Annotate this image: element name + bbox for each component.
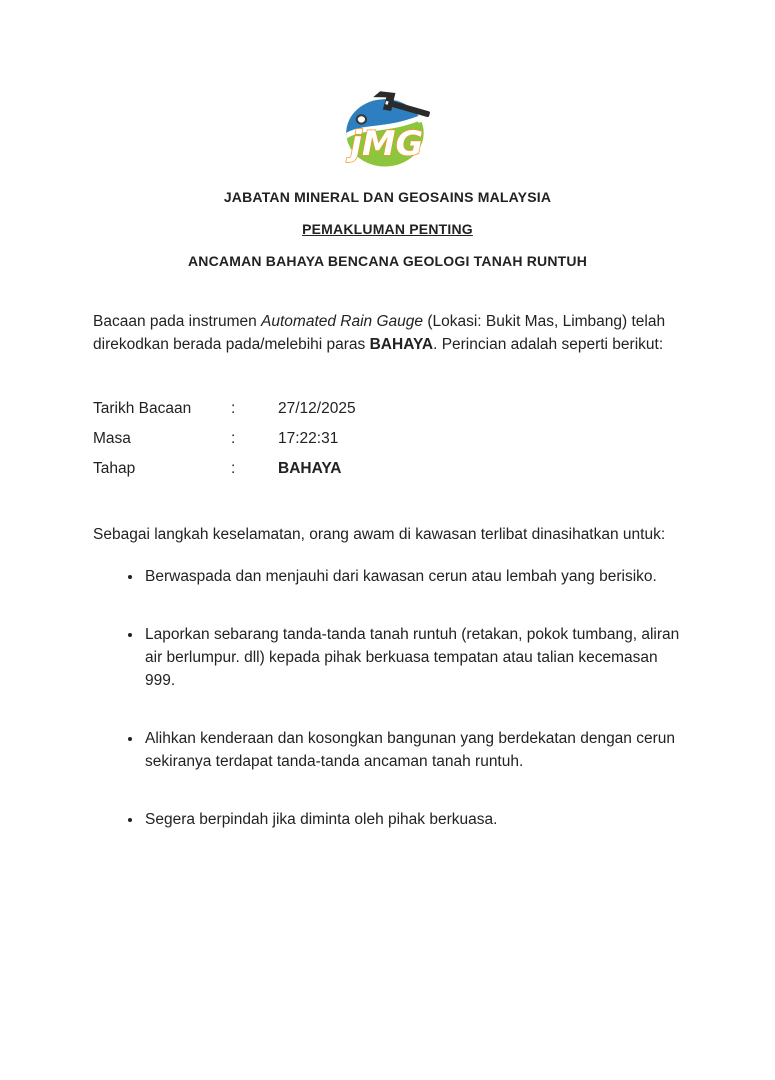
reading-details xyxy=(93,401,682,477)
detail-value-time: 17:22:31 xyxy=(278,430,339,447)
detail-row-time xyxy=(93,431,682,447)
detail-row-date xyxy=(93,401,682,417)
intro-text-3: . Perincian adalah seperti berikut: xyxy=(433,336,664,353)
org-title: JABATAN MINERAL DAN GEOSAINS MALAYSIA xyxy=(223,189,552,205)
intro-text-1: Bacaan pada instrumen xyxy=(93,313,262,330)
detail-value-date: 27/12/2025 xyxy=(278,400,356,417)
intro-paragraph xyxy=(93,310,682,356)
advice-item: • Laporkan sebarang tanda-tanda tanah runtuh (retakan, pokok tumbang, aliran air berlumpur. dll) kepada pihak berkuasa tempatan atau talian kecemasan 999. xyxy=(143,623,682,692)
advice-item: • Segera berpindah jika diminta oleh pihak berkuasa. xyxy=(143,808,682,831)
detail-label: Masa xyxy=(93,430,131,447)
logo-letters: jMG xyxy=(350,123,424,163)
detail-label: Tarikh Bacaan xyxy=(93,400,192,417)
advice-lead: Sebagai langkah keselamatan, orang awam di kawasan terlibat dinasihatkan untuk: xyxy=(93,526,666,543)
jmg-logo xyxy=(337,84,438,170)
detail-separator: : xyxy=(231,400,236,417)
notice-subtitle: PEMAKLUMAN PENTING xyxy=(302,221,473,237)
intro-text-2: (Lokasi: Bukit Mas, Limbang) telah direkodkan berada pada/melebihi paras xyxy=(93,313,666,353)
advice-list xyxy=(93,565,682,831)
detail-value-level: BAHAYA xyxy=(278,460,342,477)
advice-item: • Berwaspada dan menjauhi dari kawasan cerun atau lembah yang berisiko. xyxy=(143,565,682,588)
alert-level-inline: BAHAYA xyxy=(369,336,434,353)
detail-label: Tahap xyxy=(93,460,136,477)
notice-heading: ANCAMAN BAHAYA BENCANA GEOLOGI TANAH RUNTUH xyxy=(187,253,588,269)
detail-row-level xyxy=(93,461,682,477)
logo-container xyxy=(0,0,775,175)
advice-item: • Alihkan kenderaan dan kosongkan bangunan yang berdekatan dengan cerun sekiranya terdapat tanda-tanda ancaman tanah runtuh. xyxy=(143,727,682,773)
instrument-name: Automated Rain Gauge xyxy=(261,313,424,330)
detail-separator: : xyxy=(231,430,236,447)
detail-separator: : xyxy=(231,460,236,477)
logo-j-loop xyxy=(357,115,366,123)
document-header xyxy=(0,189,775,269)
